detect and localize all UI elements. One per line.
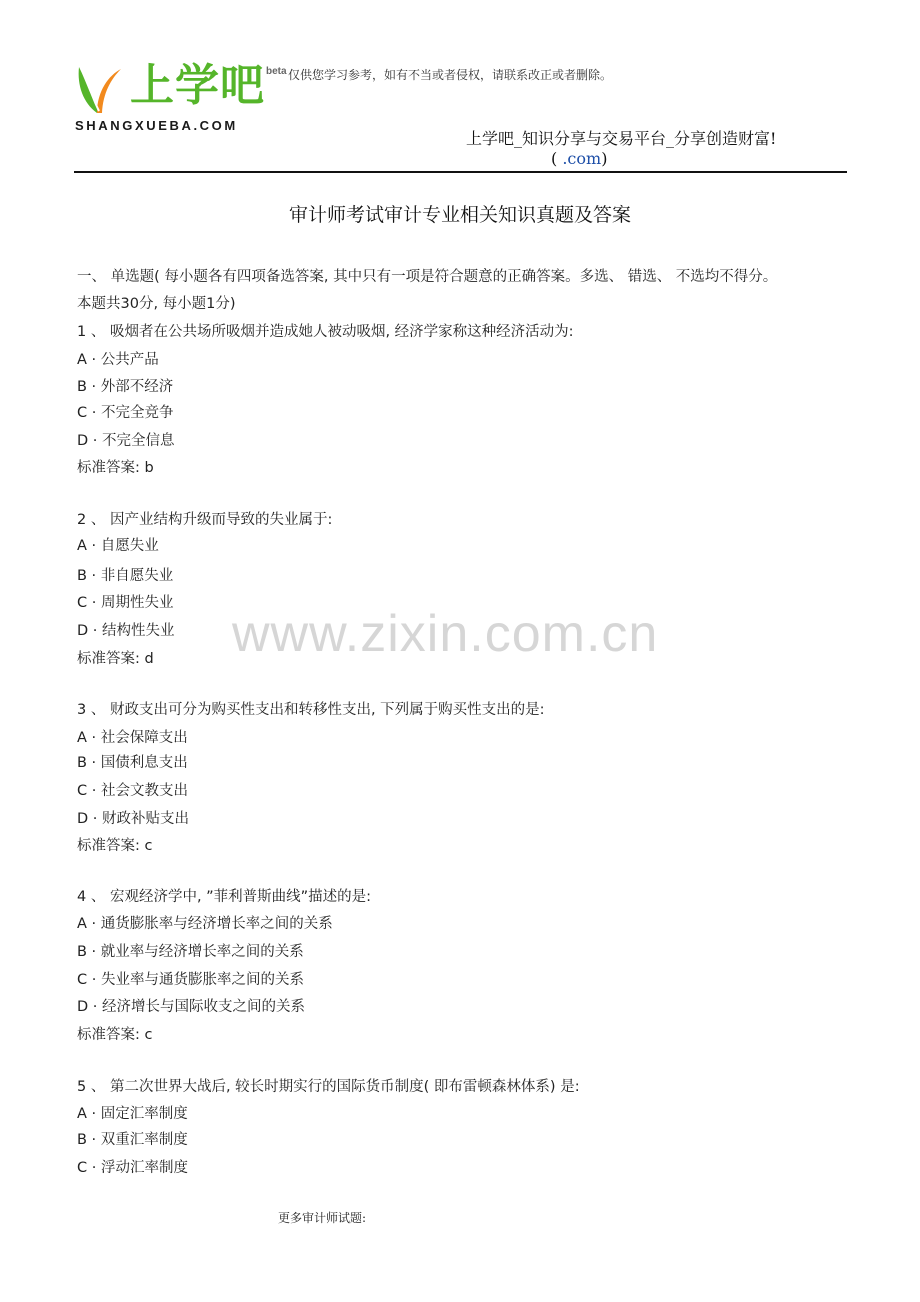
section-heading-line2: 本题共30分, 每小题1分) xyxy=(77,296,236,312)
question-option: C · 周期性失业 xyxy=(77,595,174,611)
site-url-link[interactable]: .com xyxy=(557,149,602,168)
logo-text-cn: 上学吧 xyxy=(130,60,265,111)
disclaimer-text: 仅供您学习参考，如有不当或者侵权，请联系改正或者删除。 xyxy=(288,68,613,82)
question-option: B · 国债利息支出 xyxy=(77,755,188,771)
question-option: C · 不完全竞争 xyxy=(77,405,174,421)
question-option: A · 自愿失业 xyxy=(77,538,159,554)
question-option: A · 固定汇率制度 xyxy=(77,1106,188,1122)
logo-text-en: SHANGXUEBA.COM xyxy=(75,118,238,133)
section-heading-line1: 一、 单选题( 每小题各有四项备选答案, 其中只有一项是符合题意的正确答案。多选、 错选、 不选均不得分。 xyxy=(77,269,778,285)
question-answer: 标准答案: b xyxy=(77,460,154,476)
question-option: A · 社会保障支出 xyxy=(77,730,188,746)
question-option: D · 经济增长与国际收支之间的关系 xyxy=(77,999,305,1015)
question-stem: 1 、 吸烟者在公共场所吸烟并造成她人被动吸烟, 经济学家称这种经济活动为: xyxy=(77,324,574,340)
header-divider xyxy=(74,171,847,173)
logo-leaf-icon xyxy=(75,63,125,115)
question-option: A · 公共产品 xyxy=(77,352,159,368)
question-option: B · 就业率与经济增长率之间的关系 xyxy=(77,944,304,960)
question-option: C · 失业率与通货膨胀率之间的关系 xyxy=(77,972,304,988)
question-option: C · 浮动汇率制度 xyxy=(77,1160,188,1176)
question-stem: 3 、 财政支出可分为购买性支出和转移性支出, 下列属于购买性支出的是: xyxy=(77,702,545,718)
question-option: A · 通货膨胀率与经济增长率之间的关系 xyxy=(77,916,333,932)
document-title: 审计师考试审计专业相关知识真题及答案 xyxy=(288,204,631,226)
question-option: D · 不完全信息 xyxy=(77,433,175,449)
question-option: B · 外部不经济 xyxy=(77,379,174,395)
question-option: B · 双重汇率制度 xyxy=(77,1132,188,1148)
url-open-paren: ( xyxy=(551,149,558,168)
footer-more-questions: 更多审计师试题: xyxy=(278,1211,367,1225)
question-option: D · 结构性失业 xyxy=(77,623,175,639)
question-stem: 5 、 第二次世界大战后, 较长时期实行的国际货币制度( 即布雷顿森林体系) 是: xyxy=(77,1079,580,1095)
question-option: C · 社会文教支出 xyxy=(77,783,188,799)
question-answer: 标准答案: c xyxy=(77,1027,153,1043)
logo-beta-tag: beta xyxy=(266,66,287,77)
question-option: B · 非自愿失业 xyxy=(77,568,174,584)
url-close-paren: ) xyxy=(601,149,608,168)
question-stem: 2 、 因产业结构升级而导致的失业属于: xyxy=(77,512,333,528)
question-answer: 标准答案: d xyxy=(77,651,154,667)
question-option: D · 财政补贴支出 xyxy=(77,811,189,827)
watermark: www.zixin.com.cn xyxy=(232,605,659,663)
question-stem: 4 、 宏观经济学中, ”菲利普斯曲线”描述的是: xyxy=(77,889,372,905)
site-slogan: 上学吧_知识分享与交易平台_分享创造财富! xyxy=(466,129,777,148)
question-answer: 标准答案: c xyxy=(77,838,153,854)
site-url-line xyxy=(551,149,607,168)
